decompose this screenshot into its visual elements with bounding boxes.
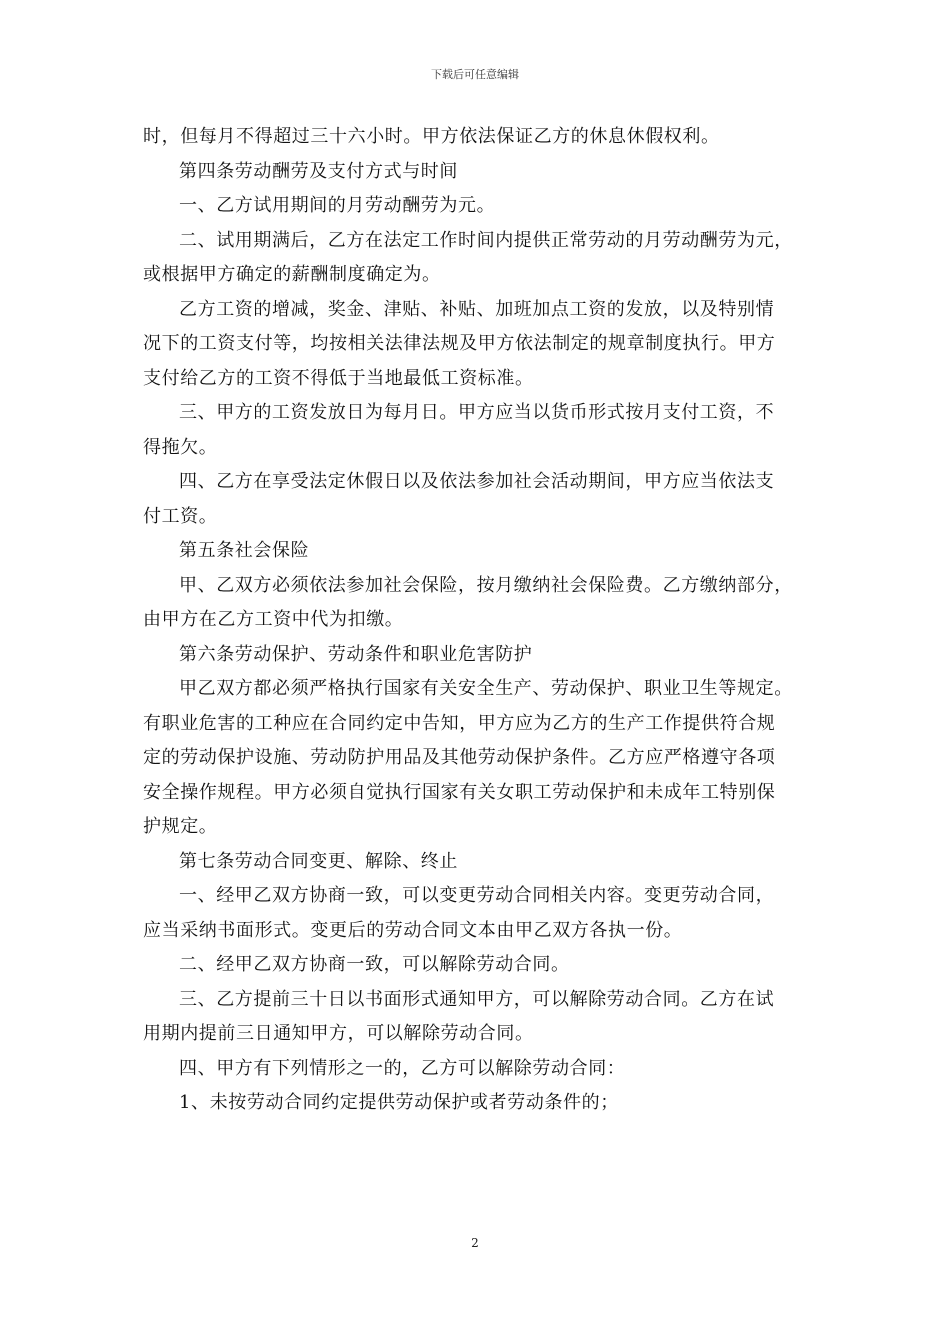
paragraph-line: 一、乙方试用期间的月劳动酬劳为元。 [179, 195, 496, 216]
paragraph-line: 应当采纳书面形式。变更后的劳动合同文本由甲乙双方各执一份。 [143, 919, 683, 941]
paragraph-line: 况下的工资支付等，均按相关法律法规及甲方依法制定的规章制度执行。甲方 [143, 333, 776, 354]
paragraph-line: 第六条劳动保护、劳动条件和职业危害防护 [179, 643, 533, 665]
paragraph-line: 四、甲方有下列情形之一的，乙方可以解除劳动合同： [179, 1057, 626, 1079]
paragraph-line: 得拖欠。 [143, 436, 218, 458]
page-number: 2 [471, 1236, 479, 1250]
paragraph-line: 1、未按劳动合同约定提供劳动保护或者劳动条件的； [179, 1092, 619, 1113]
paragraph-line: 第四条劳动酬劳及支付方式与时间 [179, 160, 458, 182]
paragraph-line: 第五条社会保险 [179, 540, 310, 561]
paragraph-line: 甲乙双方都必须严格执行国家有关安全生产、劳动保护、职业卫生等规定。 [179, 678, 793, 699]
paragraph-line: 支付给乙方的工资不得低于当地最低工资标准。 [143, 367, 534, 389]
paragraph-line: 二、经甲乙双方协商一致，可以解除劳动合同。 [179, 954, 570, 975]
paragraph-line: 三、甲方的工资发放日为每月日。甲方应当以货币形式按月支付工资，不 [179, 402, 775, 423]
paragraph-line: 二、试用期满后，乙方在法定工作时间内提供正常劳动的月劳动酬劳为元， [179, 229, 793, 251]
paragraph-line: 甲、乙双方必须依法参加社会保险，按月缴纳社会保险费。乙方缴纳部分， [179, 574, 793, 596]
paragraph-line: 由甲方在乙方工资中代为扣缴。 [143, 609, 404, 630]
paragraph-line: 定的劳动保护设施、劳动防护用品及其他劳动保护条件。乙方应严格遵守各项 [143, 747, 776, 768]
paragraph-line: 用期内提前三日通知甲方，可以解除劳动合同。 [143, 1023, 534, 1044]
page-header: 下载后可任意编辑 [431, 68, 519, 81]
paragraph-line: 有职业危害的工种应在合同约定中告知，甲方应为乙方的生产工作提供符合规 [143, 712, 776, 734]
paragraph-line: 一、经甲乙双方协商一致，可以变更劳动合同相关内容。变更劳动合同， [179, 885, 775, 906]
paragraph-line: 时，但每月不得超过三十六小时。甲方依法保证乙方的休息休假权利。 [143, 126, 720, 147]
paragraph-line: 护规定。 [143, 816, 218, 837]
paragraph-line: 或根据甲方确定的薪酬制度确定为。 [143, 264, 441, 285]
paragraph-line: 安全操作规程。甲方必须自觉执行国家有关女职工劳动保护和未成年工特别保 [143, 781, 776, 803]
paragraph-line: 第七条劳动合同变更、解除、终止 [179, 850, 458, 872]
paragraph-line: 三、乙方提前三十日以书面形式通知甲方，可以解除劳动合同。乙方在试 [179, 988, 775, 1010]
paragraph-line: 付工资。 [143, 505, 218, 527]
document-body [143, 120, 818, 1121]
paragraph-line: 四、乙方在享受法定休假日以及依法参加社会活动期间，甲方应当依法支 [179, 471, 775, 492]
paragraph-line: 乙方工资的增减，奖金、津贴、补贴、加班加点工资的发放，以及特别情 [179, 298, 775, 320]
